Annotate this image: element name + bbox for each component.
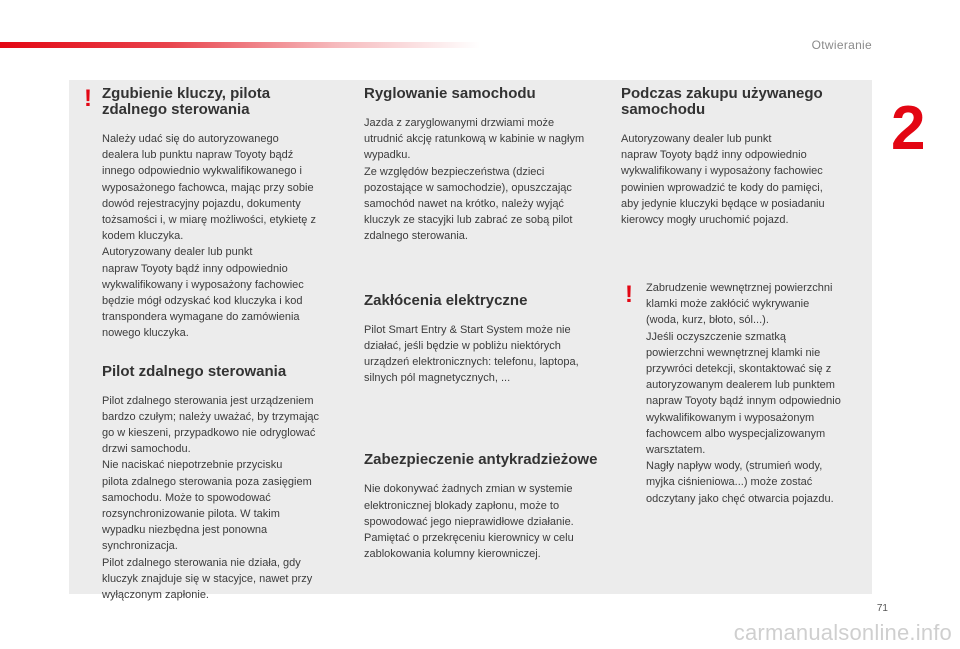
column-middle (364, 80, 604, 562)
used-car-heading: Podczas zakupu używanego samochodu (621, 85, 823, 118)
locking-heading: Ryglowanie samochodu (364, 85, 536, 102)
antitheft-text: Nie dokonywać żadnych zmian w systemie elektronicznej blokady zapłonu, może to spowodować jego nieprawidłowe działanie. Pamiętać o przekręceniu kierownicy w celu zablokowania kolumny kierowniczej. (364, 483, 574, 561)
exclamation-warning-icon: ! (625, 281, 633, 308)
interference-text: Pilot Smart Entry & Start System może nie działać, jeśli będzie w pobliżu niektórych urządzeń elektronicznych: telefonu, laptopa, silnych pól magnetycznych, ... (364, 323, 579, 385)
watermark: carmanualsonline.info (733, 620, 952, 645)
locking-text: Jazda z zaryglowanymi drzwiami może utrudnić akcję ratunkową w kabinie w nagłym wypadku. Ze względów bezpieczeństwa (dzieci pozostające w samochodzie), opuszczając samochód nawet na krótko, należy wyjąć kluczyk ze stacyjki lub zabrać ze sobą pilot zdalnego sterowania. (364, 117, 585, 243)
exclamation-warning-icon: ! (84, 85, 92, 112)
chapter-number: 2 (891, 94, 926, 163)
column-left (102, 80, 340, 603)
page-number: 71 (876, 603, 888, 614)
section-label: Otwieranie (811, 38, 872, 52)
column-right (621, 80, 861, 228)
content-panel (69, 80, 872, 602)
dirt-warning-box (646, 280, 868, 507)
remote-control-text: Pilot zdalnego sterowania jest urządzeniem bardzo czułym; należy uważać, by trzymając go w kieszeni, przypadkowo nie odryglować drzwi samochodu. Nie naciskać niepotrzebnie przycisku pilota zdalnego sterowania poza zasięgiem samochodu. Może to spowodować rozsynchronizowanie pilota. W takim wypadku niezbędna jest ponowna synchronizacja. Pilot zdalnego sterowania nie działa, gdy kluczyk znajduje się w stacyjce, nawet przy wyłączonym zapłonie. (102, 394, 320, 602)
used-car-text: Autoryzowany dealer lub punkt napraw Toyoty bądź inny odpowiednio wykwalifikowany i wyposażony fachowiec powinien wprowadzić te kody do pamięci, aby jedynie kluczyki będące w posiadaniu kierowcy mogły uruchomić pojazd. (621, 133, 825, 227)
lost-keys-heading: Zgubienie kluczy, pilota zdalnego sterowania (102, 85, 271, 118)
lost-keys-text: Należy udać się do autoryzowanego dealera lub punktu napraw Toyoty bądź innego odpowiednio wykwalifikowanego i wyposażonego fachowca, mając przy sobie dowód rejestracyjny pojazdu, dokumenty tożsamości i, w miarę możliwości, etykietę z kodem kluczyka. Autoryzowany dealer lub punkt napraw Toyoty bądź inny odpowiednio wykwalifikowany i wyposażony fachowiec będzie mógł odzyskać kod kluczyka i kod transpondera wymagane do zamówienia nowego kluczyka. (102, 133, 316, 340)
antitheft-heading: Zabezpieczenie antykradzieżowe (364, 451, 598, 469)
interference-heading: Zakłócenia elektryczne (364, 291, 528, 309)
remote-control-heading: Pilot zdalnego sterowania (102, 362, 287, 380)
dirt-warning-text: Zabrudzenie wewnętrznej powierzchni klamki może zakłócić wykrywanie (woda, kurz, błoto, sól...). JJeśli oczyszczenie szmatką powierzchni wewnętrznej klamki nie przywróci detekcji, skontaktować się z autoryzowanym dealerem lub punktem napraw Toyoty bądź innym odpowiednio wykwalifikowanym i wyposażonym fachowcem albo wyspecjalizowanym warsztatem. Nagły napływ wody, (strumień wody, myjka ciśnieniowa...) może zostać odczytany jako chęć otwarcia pojazdu. (646, 282, 841, 505)
header-accent-bar (0, 42, 480, 48)
